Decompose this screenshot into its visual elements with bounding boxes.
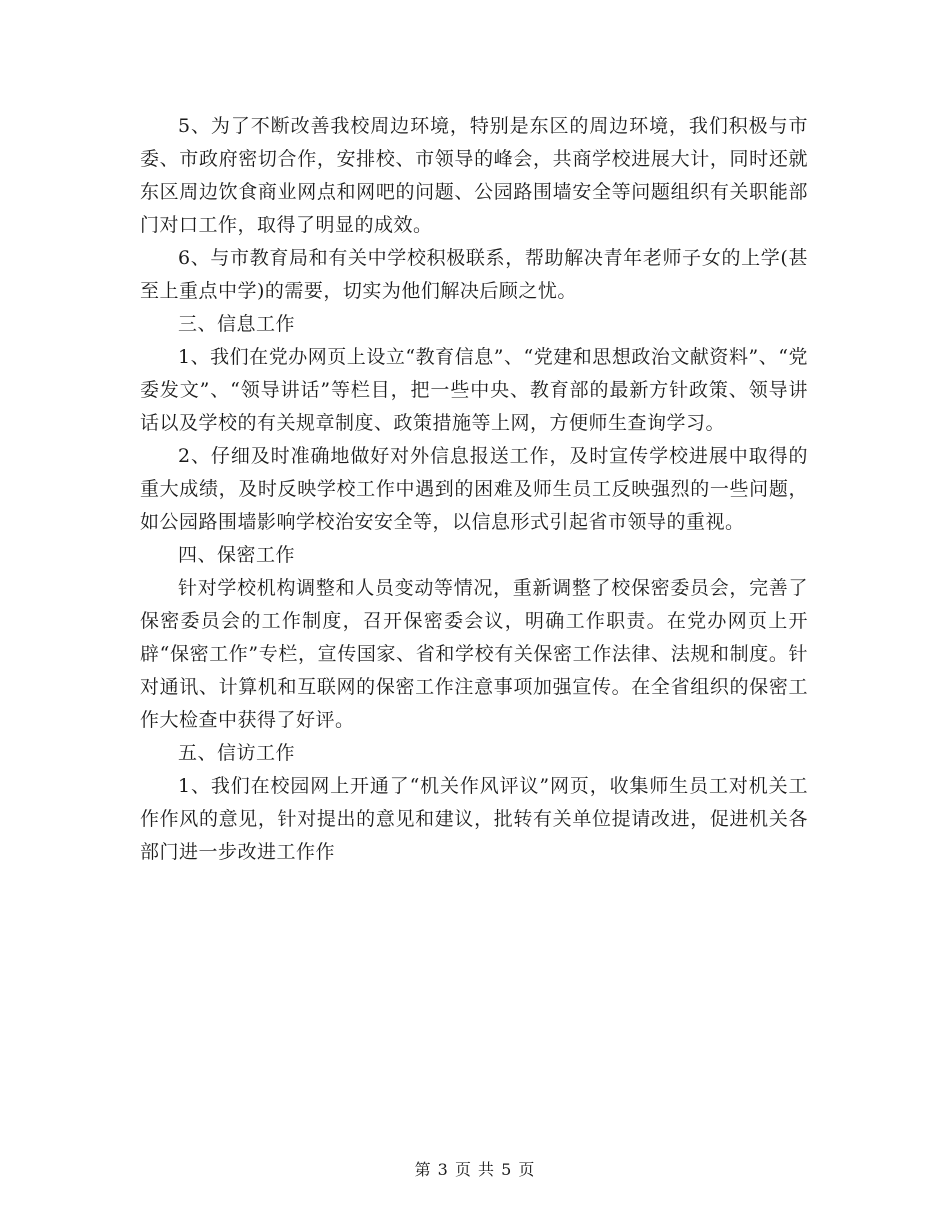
page-number-footer: 第 3 页 共 5 页 [414,1160,536,1179]
paragraph-information-2: 2、仔细及时准确地做好对外信息报送工作，及时宣传学校进展中取得的重大成绩，及时反映学校工作中遇到的困难及师生员工反映强烈的一些问题，如公园路围墙影响学校治安安全等，以信息形式引起省市领导的重视。 [140,445,808,533]
paragraph-confidentiality: 针对学校机构调整和人员变动等情况，重新调整了校保密委员会，完善了保密委员会的工作制度，召开保密委会议，明确工作职责。在党办网页上开辟“保密工作”专栏，宣传国家、省和学校有关保密工作法律、法规和制度。针对通讯、计算机和互联网的保密工作注意事项加强宣传。在全省组织的保密工作大检查中获得了好评。 [140,577,808,731]
section-heading-petition-work: 五、信访工作 [178,742,296,764]
section-heading-confidentiality-work: 四、保密工作 [178,544,296,566]
paragraph-item-5: 5、为了不断改善我校周边环境，特别是东区的周边环境，我们积极与市委、市政府密切合作，安排校、市领导的峰会，共商学校进展大计，同时还就东区周边饮食商业网点和网吧的问题、公园路围墙安全等问题组织有关职能部门对口工作，取得了明显的成效。 [140,115,808,236]
paragraph-information-1: 1、我们在党办网页上设立“教育信息”、“党建和思想政治文献资料”、“党委发文”、“领导讲话”等栏目，把一些中央、教育部的最新方针政策、领导讲话以及学校的有关规章制度、政策措施等上网，方便师生查询学习。 [140,346,808,434]
paragraph-petition-1: 1、我们在校园网上开通了“机关作风评议”网页，收集师生员工对机关工作作风的意见，针对提出的意见和建议，批转有关单位提请改进，促进机关各部门进一步改进工作作 [140,775,808,863]
paragraph-item-6: 6、与市教育局和有关中学校积极联系，帮助解决青年老师子女的上学(甚至上重点中学)的需要，切实为他们解决后顾之忧。 [140,247,808,302]
section-heading-information-work: 三、信息工作 [178,313,296,335]
document-body [140,110,808,869]
